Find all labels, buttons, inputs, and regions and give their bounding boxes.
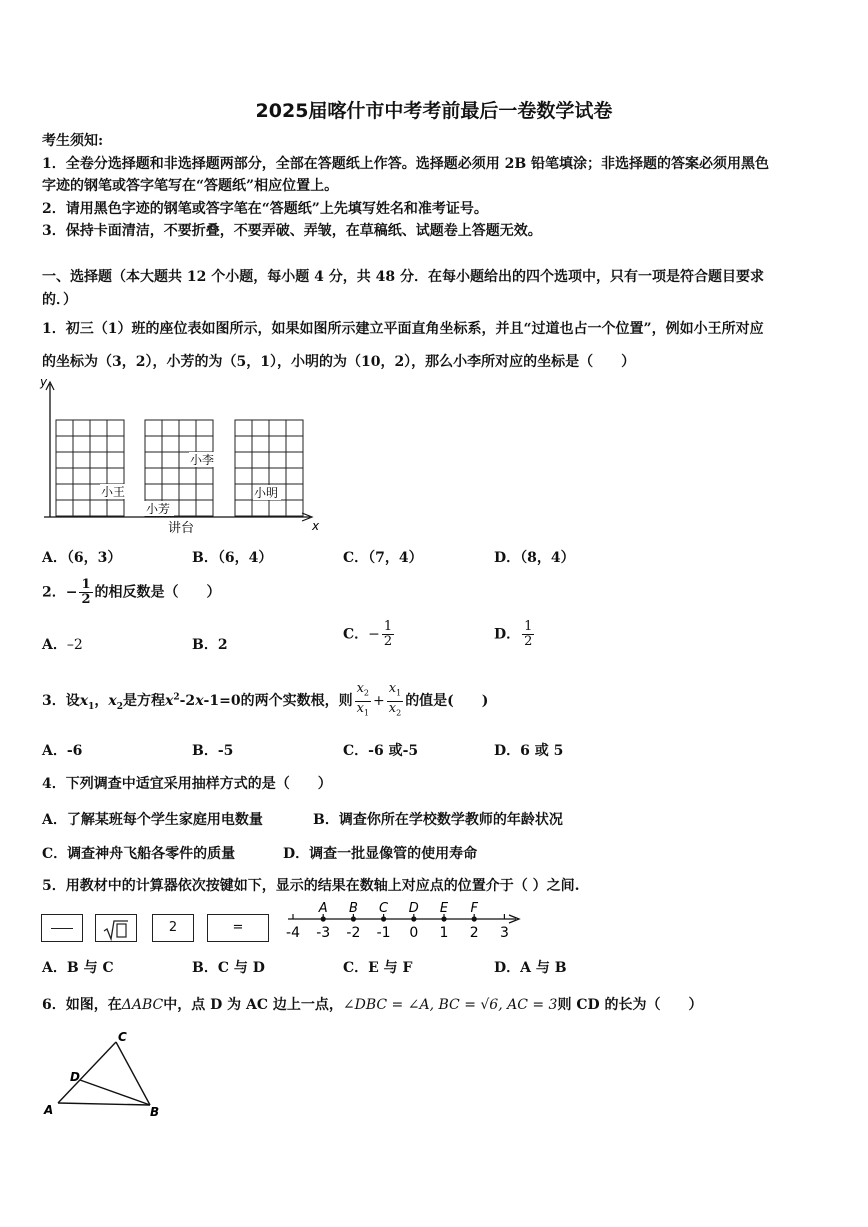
q2-fraction-num: 1: [81, 577, 91, 592]
key-two: 2: [152, 914, 194, 942]
q3-eq-x2: x: [195, 693, 204, 710]
point-label: C: [379, 901, 389, 916]
point-label: B: [348, 901, 358, 916]
notice-item-1-cont: 字迹的钢笔或答字笔写在“答题纸”相应位置上。: [42, 178, 339, 194]
tick-label: 2: [469, 925, 479, 941]
notice-item-2: 2．请用黑色字迹的钢笔或答字笔在“答题纸”上先填写姓名和准考证号。: [42, 201, 488, 217]
q3-mid2: 的两个实数根，则: [240, 693, 353, 710]
q2-tail: 的相反数是（ ）: [94, 584, 221, 601]
q4-option-d[interactable]: D．调查一批显像管的使用寿命: [283, 846, 478, 862]
point-marker: [411, 916, 416, 921]
q2-option-d-label: D．: [494, 626, 521, 643]
q5-option-a[interactable]: A．B 与 C: [42, 960, 114, 976]
triangle-figure: [38, 1026, 168, 1118]
label-xiaoli: 小李: [190, 453, 215, 467]
point-marker: [441, 916, 446, 921]
q5-option-c[interactable]: C．E 与 F: [343, 960, 413, 976]
q4-option-c[interactable]: C．调查神舟飞船各零件的质量: [42, 846, 236, 862]
q3-option-a[interactable]: A．-6: [42, 743, 83, 759]
q3-x1: x: [79, 693, 89, 710]
edge-cb: [116, 1042, 150, 1105]
q3-option-c[interactable]: C．-6 或-5: [343, 743, 419, 759]
notice-item-1: 1．全卷分选择题和非选择题两部分，全部在答题纸上作答。选择题必须用 2B 铅笔填涂；非选择题的答案必须用黑色: [42, 156, 770, 172]
label-xiaoming: 小明: [254, 486, 279, 500]
q5-option-d[interactable]: D．A 与 B: [494, 960, 567, 976]
q4-stem: 4．下列调查中适宜采用抽样方式的是（ ）: [42, 776, 332, 792]
point-label: E: [439, 901, 449, 916]
section-heading: 一、选择题（本大题共 12 个小题，每小题 4 分，共 48 分．在每小题给出的四个选项中，只有一项是符合题目要求: [42, 269, 764, 285]
q2-number: 2．: [42, 584, 66, 601]
q1-option-b[interactable]: B．（6，4）: [192, 550, 273, 566]
q2-option-b[interactable]: B．2: [192, 637, 228, 653]
q6-stem: [42, 996, 703, 1014]
tick-label: -1: [376, 925, 391, 941]
q2-option-a-value: –2: [66, 637, 83, 653]
q3-plus: +: [373, 693, 385, 710]
q2-option-d-fraction: [522, 620, 534, 649]
q1-option-d[interactable]: D．（8，4）: [494, 550, 575, 566]
q2-option-a-label: A．: [42, 637, 67, 653]
vertex-a-label: A: [44, 1103, 54, 1117]
point-label: D: [408, 901, 419, 916]
label-podium: 讲台: [168, 521, 195, 536]
sqrt-key-icon: [96, 915, 138, 943]
notice-heading: 考生须知:: [42, 133, 104, 149]
point-marker: [381, 916, 386, 921]
q3-option-d[interactable]: D．6 或 5: [494, 743, 564, 759]
q3-x2: x: [108, 693, 117, 710]
tick-label: -4: [286, 925, 300, 941]
q2-option-c[interactable]: [343, 620, 396, 649]
q3-option-b[interactable]: B．-5: [192, 743, 234, 759]
segment-db: [80, 1080, 150, 1105]
q2-option-c-fraction: [382, 620, 394, 649]
section-heading-cont: 的．）: [42, 292, 77, 308]
q3-f2-num-sub: 1: [396, 688, 402, 698]
q6-stem-mid: 中，点 D 为 AC 边上一点，: [163, 997, 343, 1013]
q4-option-a[interactable]: A．了解某班每个学生家庭用电数量: [42, 812, 263, 828]
q3-tail: 的值是( ): [405, 693, 489, 710]
edge-ab: [58, 1103, 150, 1105]
point-marker: [472, 916, 477, 921]
q3-pre: 3．设: [42, 693, 80, 710]
q3-f1-num-x: x: [356, 681, 364, 696]
q3-sub2: 2: [116, 701, 123, 712]
minus-key-glyph: [51, 928, 73, 929]
q2-fraction: [79, 578, 92, 607]
x-axis-label: x: [312, 519, 320, 533]
point-marker: [321, 916, 326, 921]
q3-f2-den-sub: 2: [396, 708, 402, 718]
vertex-d-label: D: [70, 1070, 80, 1084]
q6-stem-pre: 6．如图，在: [42, 997, 122, 1013]
q3-stem: [42, 682, 488, 720]
q2-option-c-num: 1: [383, 619, 393, 634]
q3-f2-num-x: x: [388, 681, 397, 696]
label-xiaofang: 小芳: [146, 502, 171, 516]
q3-sub1: 1: [88, 701, 95, 712]
number-line-figure: [280, 898, 530, 944]
q3-fraction-1: [355, 682, 371, 720]
q4-option-b[interactable]: B．调查你所在学校数学教师的年龄状况: [313, 812, 563, 828]
q3-f1-den-x: x: [356, 700, 364, 716]
point-label: A: [318, 901, 328, 916]
y-axis-label: y: [40, 375, 48, 389]
point-marker: [351, 916, 356, 921]
tick-label: 0: [409, 925, 419, 941]
vertex-b-label: B: [150, 1105, 160, 1118]
seat-grid-left: [56, 420, 124, 516]
q3-eq-rest: -2: [179, 693, 196, 710]
q5-option-b[interactable]: B．C 与 D: [192, 960, 265, 976]
q1-option-a[interactable]: A．（6，3）: [42, 550, 122, 566]
key-equals: =: [207, 914, 269, 942]
q2-option-c-minus: −: [368, 626, 380, 643]
q1-option-c[interactable]: C．（7，4）: [343, 550, 423, 566]
q1-stem: 1．初三（1）班的座位表如图所示，如果如图所示建立平面直角坐标系，并且“过道也占一个位置”，例如小王所对应: [42, 321, 764, 337]
q3-mid: 是方程: [123, 693, 165, 710]
page-title: 2025届喀什市中考考前最后一卷数学试卷: [255, 100, 613, 122]
seat-grid-right: [235, 420, 303, 516]
q3-f1-den-sub: 1: [363, 708, 370, 718]
q3-eq-sup: 2: [173, 692, 180, 703]
label-xiaowang: 小王: [101, 485, 126, 499]
q3-fraction-2: [387, 682, 403, 720]
q3-comma: ，: [94, 693, 109, 710]
q6-triangle: ΔABC: [121, 997, 164, 1013]
q2-option-c-den: 2: [383, 634, 393, 649]
q2-minus: −: [65, 584, 78, 601]
point-label: F: [470, 901, 478, 916]
q6-stem-tail: 则 CD 的长为（ ）: [557, 997, 703, 1013]
q2-fraction-den: 2: [81, 592, 91, 607]
q2-option-d[interactable]: [494, 620, 536, 649]
notice-item-3: 3．保持卡面清洁，不要折叠，不要弄破、弄皱，在草稿纸、试题卷上答题无效。: [42, 223, 542, 239]
q3-f2-den-x: x: [388, 700, 397, 716]
q2-option-a[interactable]: [42, 634, 83, 654]
tick-label: -2: [346, 925, 361, 941]
q2-option-d-num: 1: [524, 619, 533, 634]
tick-label: -3: [316, 925, 331, 941]
vertex-c-label: C: [118, 1030, 127, 1044]
q2-option-c-label: C．: [343, 626, 369, 643]
q2-stem: [42, 578, 221, 607]
q2-option-d-den: 2: [524, 634, 533, 649]
key-sqrt: [95, 914, 137, 942]
tick-label: 1: [439, 925, 449, 941]
key-minus: [41, 914, 83, 942]
seating-chart-figure: [38, 372, 328, 538]
q3-eq-end: -1=0: [203, 693, 241, 710]
q3-eq-x: x: [165, 693, 174, 710]
q5-stem: 5．用教材中的计算器依次按键如下，显示的结果在数轴上对应点的位置介于（ ）之间.: [42, 878, 580, 894]
q3-f1-num-sub: 2: [363, 688, 370, 698]
q1-stem-cont: 的坐标为（3，2），小芳的为（5，1），小明的为（10，2），那么小李所对应的坐标是（ ）: [42, 354, 636, 370]
q6-condition: ∠DBC = ∠A, BC = √6, AC = 3: [342, 997, 558, 1013]
edge-ac: [58, 1042, 116, 1103]
tick-label: 3: [499, 925, 509, 941]
